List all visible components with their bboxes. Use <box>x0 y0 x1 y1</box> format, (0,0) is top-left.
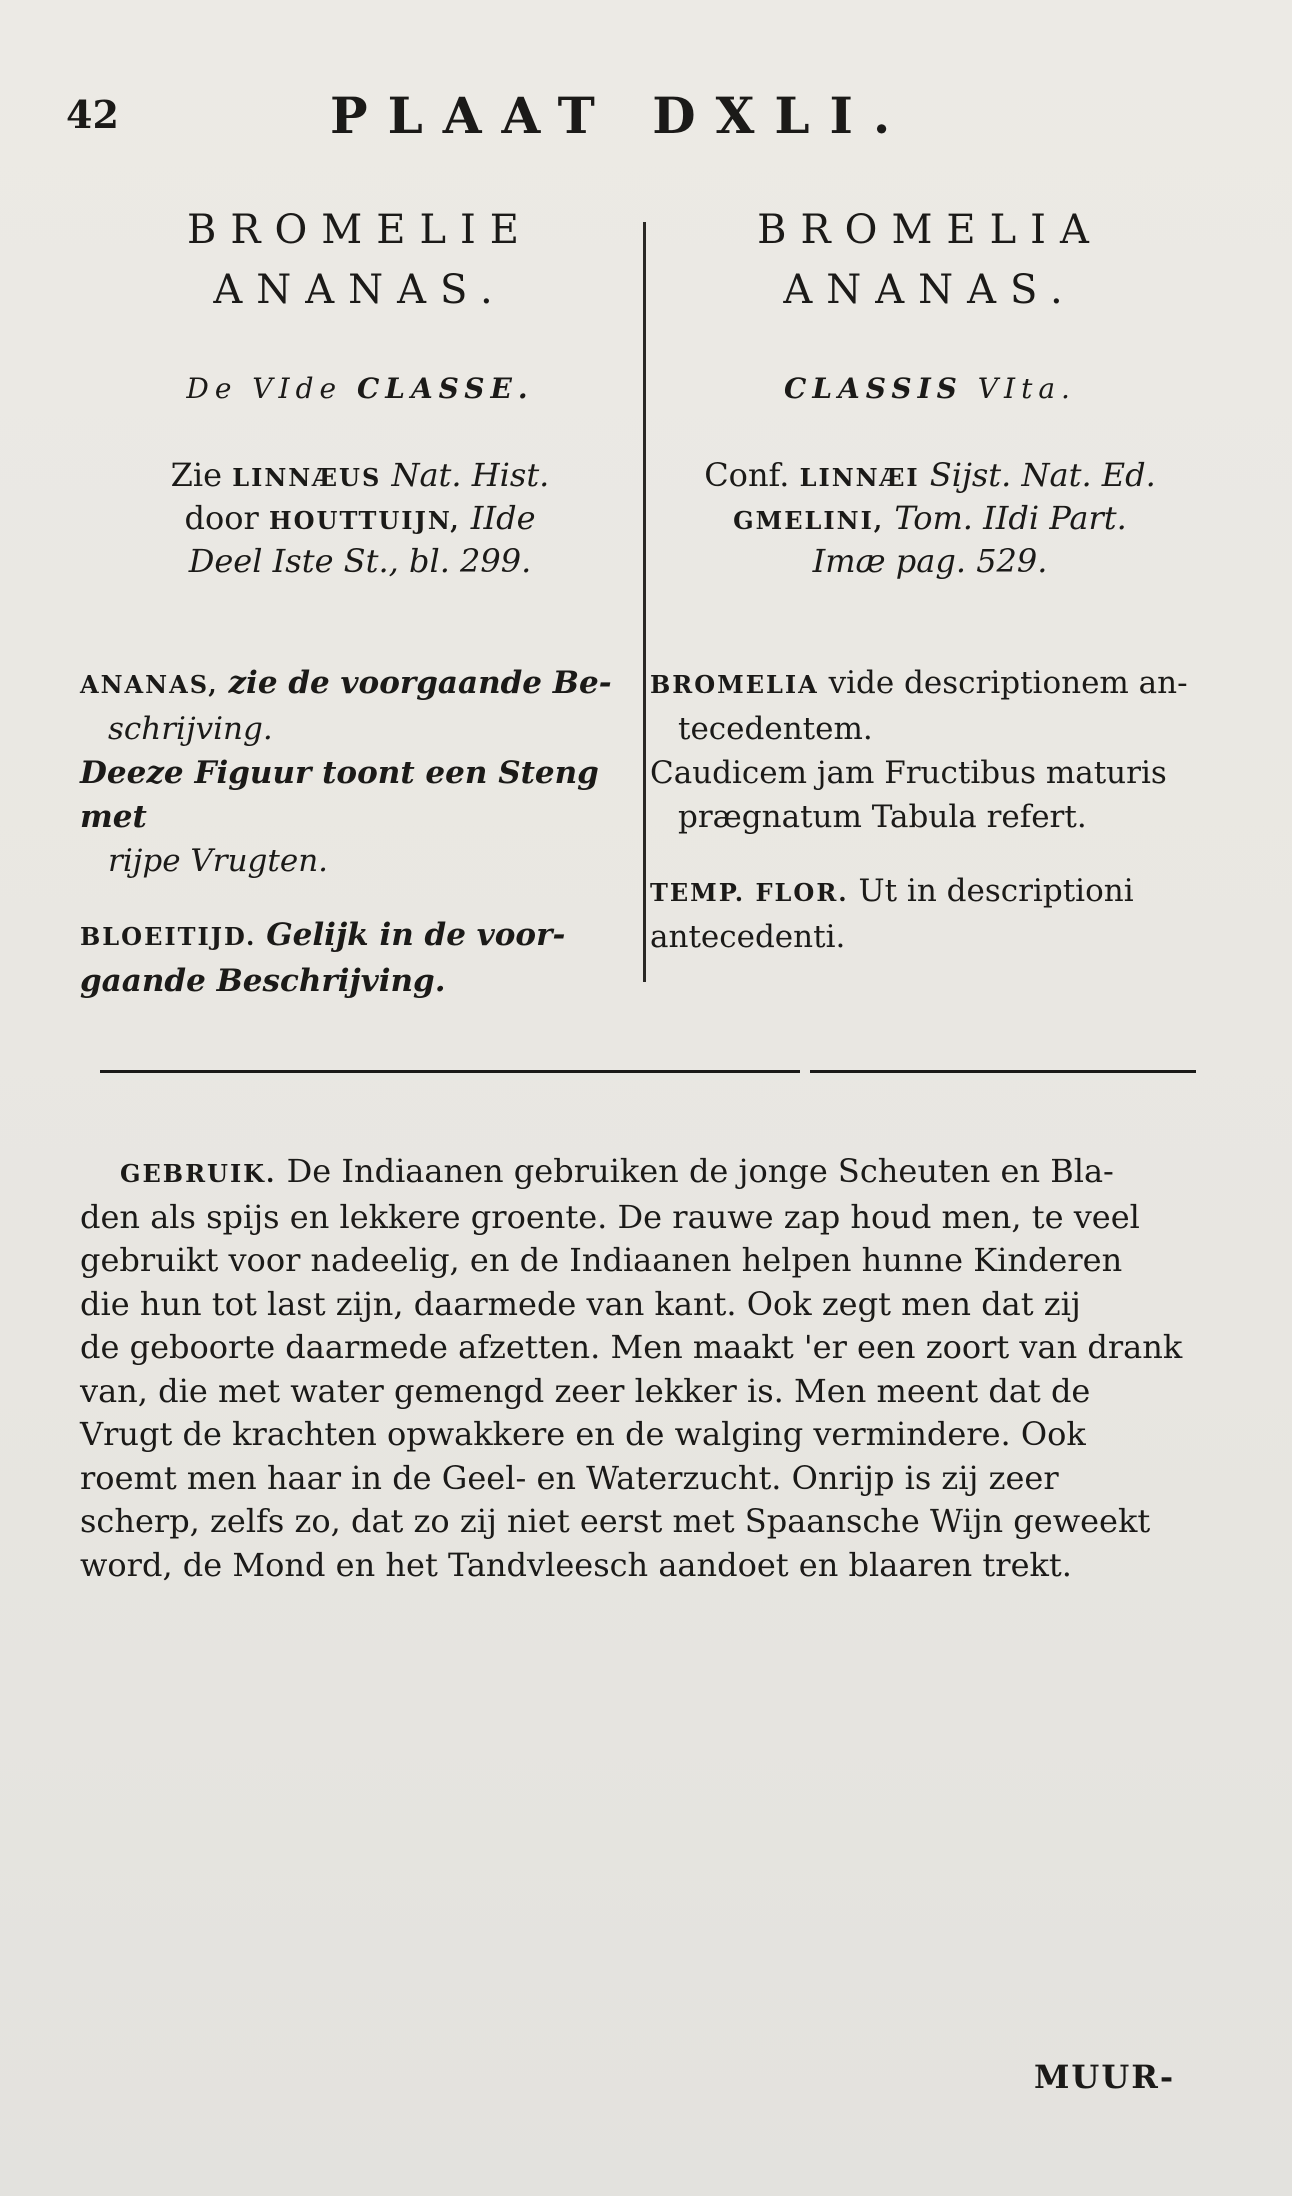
usage-line-5: de geboorte daarmede afzetten. Men maakt 'er een zoort van drank <box>80 1328 1183 1366</box>
dutch-name-line1: BROMELIE <box>186 207 534 253</box>
usage-line-6: van, die met water gemengd zeer lekker is. Men meent dat de <box>80 1371 1091 1410</box>
dutch-desc-4: rijpe Vrugten. <box>108 843 329 879</box>
latin-flor-1: Ut in descriptioni <box>858 873 1134 909</box>
page-header <box>0 86 1292 146</box>
dutch-description <box>80 661 640 883</box>
usage-line-1: De Indiaanen gebruiken de jonge Scheuten en Bla- <box>286 1152 1114 1190</box>
latin-reference <box>650 455 1210 581</box>
latin-description <box>650 661 1210 839</box>
latin-flor-label: TEMP. FLOR. <box>650 878 849 907</box>
catchword: MUUR- <box>1034 2058 1176 2096</box>
plate-title: PLAAT DXLI. <box>330 86 911 145</box>
latin-desc-3: Caudicem jam Fructibus maturis <box>650 755 1167 791</box>
dutch-desc-2: schrijving. <box>108 711 273 747</box>
dutch-ref-1c: Nat. Hist. <box>391 456 550 494</box>
latin-desc-2: tecedentem. <box>678 711 873 747</box>
dutch-ref-1a: Zie <box>170 456 223 494</box>
latin-ref-2a: GMELINI, <box>733 506 885 535</box>
latin-flowering <box>650 869 1210 959</box>
usage-line-9: scherp, zelfs zo, dat zo zij niet eerst met Spaansche Wijn geweekt <box>80 1502 1151 1540</box>
dutch-ref-3: Deel Iste St., bl. 299. <box>188 542 532 580</box>
usage-line-2: den als spijs en lekkere groente. De rauwe zap houd men, te veel <box>80 1197 1140 1236</box>
page-number: 42 <box>66 92 119 137</box>
latin-name-line2: ANANAS. <box>783 267 1077 313</box>
latin-class-word: CLASSIS <box>784 372 963 405</box>
latin-desc-1b: vide descriptionem an- <box>828 665 1188 701</box>
dutch-ref-2c: IIde <box>470 499 536 537</box>
latin-desc-1a: BROMELIA <box>650 670 819 699</box>
usage-label: GEBRUIK. <box>120 1159 277 1188</box>
dutch-column <box>80 200 640 1003</box>
dutch-class-prefix: De VIde <box>186 372 343 405</box>
section-rule-left <box>100 1070 800 1073</box>
usage-line-4: die hun tot last zijn, daarmede van kant. Ook zegt men dat zij <box>80 1284 1081 1323</box>
dutch-flor-2: gaande Beschrijving. <box>80 963 446 999</box>
latin-flor-2: antecedenti. <box>650 919 846 955</box>
dutch-flor-label: BLOEITIJD. <box>80 922 257 951</box>
latin-column <box>650 200 1210 959</box>
latin-ref-1a: Conf. <box>704 456 790 494</box>
dutch-class-word: CLASSE. <box>356 372 534 405</box>
latin-ref-1c: Sijst. Nat. Ed. <box>929 456 1156 494</box>
dutch-flor-1: Gelijk in de voor- <box>266 917 566 953</box>
usage-line-7: Vrugt de krachten opwakkere en de walging vermindere. Ook <box>80 1415 1086 1453</box>
dutch-ref-1b: LINNÆUS <box>232 463 382 492</box>
latin-desc-4: prægnatum Tabula refert. <box>678 799 1087 835</box>
dutch-name-line2: ANANAS. <box>213 267 507 313</box>
column-divider <box>643 222 646 982</box>
dutch-ref-2b: HOUTTUIJN, <box>268 506 461 535</box>
latin-ref-3: Imæ pag. 529. <box>812 542 1048 580</box>
dutch-desc-1b: zie de voorgaande Be- <box>228 665 612 701</box>
dutch-flowering <box>80 913 640 1003</box>
dutch-reference <box>80 455 640 581</box>
dutch-desc-3: Deeze Figuur toont een Steng met <box>80 755 599 835</box>
latin-class-suffix: VIta. <box>977 372 1076 405</box>
usage-line-3: gebruikt voor nadeelig, en de Indiaanen helpen hunne Kinderen <box>80 1241 1123 1279</box>
dutch-desc-1a: ANANAS, <box>80 670 219 699</box>
dutch-class <box>80 372 640 405</box>
usage-paragraph <box>80 1150 1200 1587</box>
latin-ref-1b: LINNÆI <box>799 463 920 492</box>
section-rule-right <box>810 1070 1196 1073</box>
dutch-ref-2a: door <box>184 499 259 537</box>
usage-line-8: roemt men haar in de Geel- en Waterzucht. Onrijp is zij zeer <box>80 1458 1059 1497</box>
latin-ref-2b: Tom. IIdi Part. <box>894 499 1127 537</box>
latin-name-line1: BROMELIA <box>757 207 1103 253</box>
latin-class <box>650 372 1210 405</box>
usage-line-10: word, de Mond en het Tandvleesch aandoet en blaaren trekt. <box>80 1545 1072 1584</box>
